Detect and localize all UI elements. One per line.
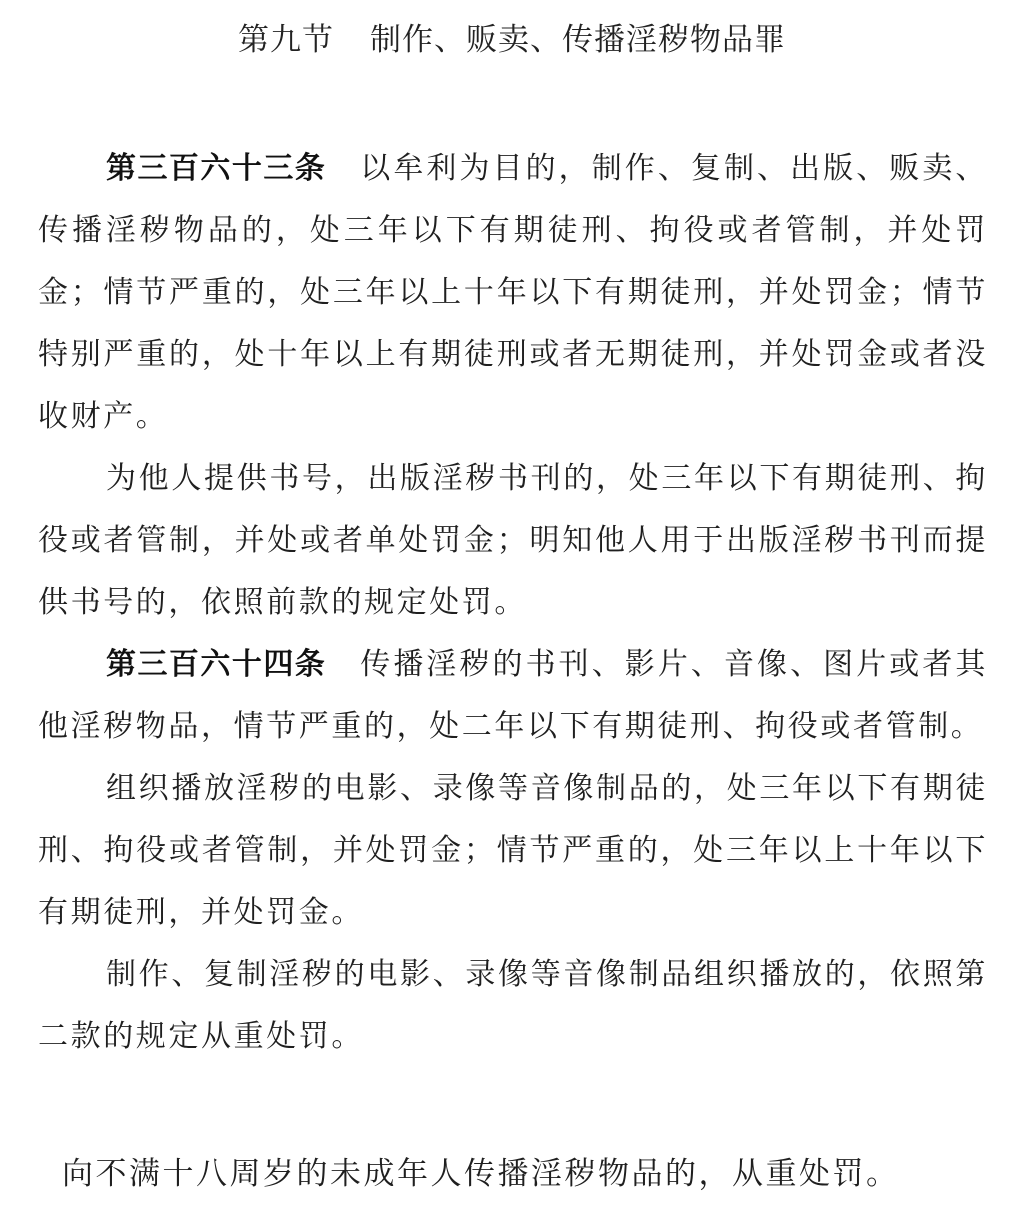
section-title bbox=[0, 18, 1024, 62]
article-364-number: 第三百六十四条 bbox=[106, 647, 327, 682]
article-364-text: 传播淫秽的书刊、影片、音像、图片或者其他淫秽物品，情节严重的，处二年以下有期徒刑、拘役或者管制。 bbox=[38, 647, 988, 744]
final-paragraph: 向不满十八周岁的未成年人传播淫秽物品的，从重处罚。 bbox=[62, 1156, 900, 1192]
article-363-paragraph-1 bbox=[38, 138, 988, 448]
document-body bbox=[38, 138, 988, 1068]
article-363-paragraph-2: 为他人提供书号，出版淫秽书刊的，处三年以下有期徒刑、拘役或者管制，并处或者单处罚金；明知他人用于出版淫秽书刊而提供书号的，依照前款的规定处罚。 bbox=[38, 461, 988, 620]
article-364-paragraph-1 bbox=[38, 634, 988, 758]
article-364-paragraph-3: 制作、复制淫秽的电影、录像等音像制品组织播放的，依照第二款的规定从重处罚。 bbox=[38, 957, 988, 1054]
article-363-number: 第三百六十三条 bbox=[106, 151, 327, 186]
section-title-text: 制作、贩卖、传播淫秽物品罪 bbox=[370, 22, 786, 58]
article-363-text: 以牟利为目的，制作、复制、出版、贩卖、传播淫秽物品的，处三年以下有期徒刑、拘役或者管制，并处罚金；情节严重的，处三年以上十年以下有期徒刑，并处罚金；情节特别严重的，处十年以上有期徒刑或者无期徒刑，并处罚金或者没收财产。 bbox=[38, 151, 988, 434]
article-364-paragraph-2: 组织播放淫秽的电影、录像等音像制品的，处三年以下有期徒刑、拘役或者管制，并处罚金；情节严重的，处三年以上十年以下有期徒刑，并处罚金。 bbox=[38, 771, 988, 930]
section-label: 第九节 bbox=[238, 22, 334, 58]
